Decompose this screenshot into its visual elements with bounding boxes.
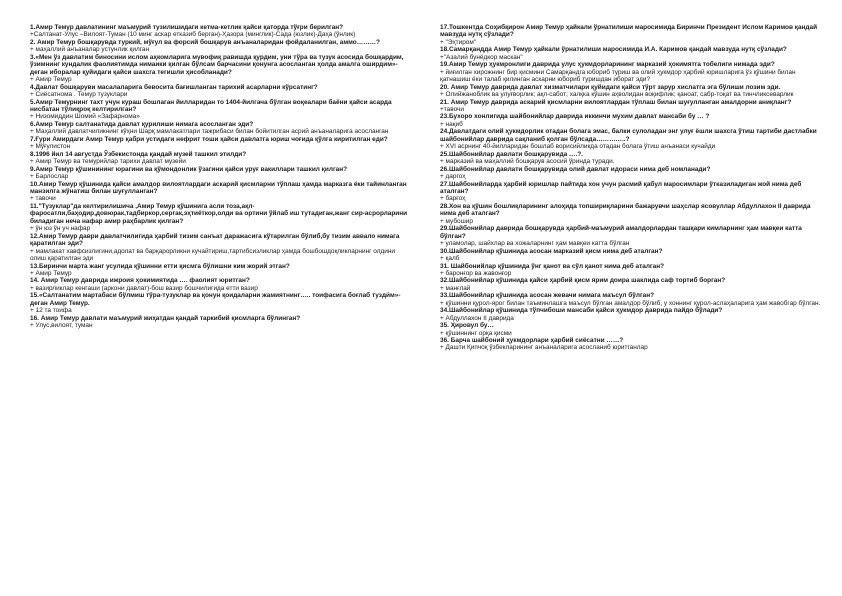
question-text: 14. Амир Темур даврида ижроия ҳокимиятида …. фаолият юритган? [30,277,250,285]
question-text: 1.Амир Темур давлатининг маъмурий тузилишидаги кетма-кетлик қайси қаторда тўғри берилган? [30,24,344,31]
question-text: 35. Ҳировул бу… [440,322,494,330]
question-text: 6.Амир Темур салтанатида давлат қурилиши нимага асосланган эди? [30,120,254,128]
left-column [30,24,412,596]
answer-text: + Амир Темур [30,76,72,84]
answer-text: + вазирликлар кенгаши (аркони давлат)-бош вазир бошчилигида етти вазир [30,284,258,292]
answer-text: + марказий ва маҳаллий бошқарув асосий ўринда туради. [440,158,615,166]
question-text: 19.Амир Темур ҳукмронлиги даврида улус ҳукмдорларининг марказий ҳокимятга тобелиги нимада эди? [440,61,775,69]
question-text: 25.Шайбонийлар давлати бошқарувида ….?. [440,150,583,158]
answer-text: + Сиёсатнома . Темур тузуклари [30,91,128,99]
answer-text: + даргоҳ [440,173,466,181]
answer-text: + барғоҳ [440,195,466,203]
question-text: 27.Шайбонийларда ҳарбий юришлар пайтида хон учун расмий қабул маросимлари ўтказиладиган жой нима деб аталган? [440,180,802,195]
answer-text: + мубошир [440,217,473,225]
question-text: 23.Бухоро хонлигида шайбонийлар даврида иккинчи мухим давлат мансаби бу … ? [440,113,710,121]
answer-text: + маҳаллий анъаналар устунлик қилган [30,46,150,54]
question-text: 24.Давлатдаги олий ҳукмдорлик отадан болага эмас, балки сулоладан энг улуғ ёшли шахсга ўтиш тартиби дастлабки шайбонийлар даврида сақланиб қолган бўлсада…………..? [440,128,817,143]
answer-text: + Абдуллахон II даврида [440,314,514,322]
question-text: 7.Ғури Амирдаги Амир Темур қабри устидаги нефрит тоши қайси давлатга юриш чоғида қўлга киритилган еди? [30,135,388,143]
answer-text: + қалб [440,255,460,263]
question-text: 30.Шайбонийлар қўшинида асосан марказий қисм нима деб аталган? [440,247,663,255]
question-text: 5.Амир Темурнинг тахт учун кураш бошлаган йилларидан то 1404-йилгача бўлган воқеалари баёни қайси асарда нисбатан тўлиқроқ келтирилган? [30,98,392,113]
answer-text: + уламолар, шайхлар ва хожаларнинг ҳам мавқеи катта бўлган [440,240,630,248]
question-text: 13.Биринчи марта жанг усулида қўшинни етти қисмга бўлишни ким жорий этган? [30,262,290,270]
answer-text: + нақиб [440,120,463,128]
question-text: 2. Амир Темур бошқарувда туркий, мўғул ва форсий бошқарув анъаналаридан фойдаланилган, аммо………? [30,38,380,46]
answer-text: + Барлослар [30,173,69,181]
question-text: 34.Шайбонийлар қўшинида тўпчибоши мансаби қайси ҳукмдор даврида пайдо бўлади? [440,307,723,315]
answer-text: +тавочи [440,105,464,113]
question-text: 29.Шайбонийлар даврида бошқарувда ҳарбий-маъмурий амалдорлардан ташқари кимларнинг ҳам мавқеи катта бўлган? [440,225,802,240]
answer-text: +"Азалий бунёдкор маскан" [440,53,523,61]
question-text: 32.Шайбонийлар қўшинида қайси ҳарбий қисм ярим доира шаклида саф тортиб борган? [440,277,726,285]
answer-text: + Маҳаллий давлатчиликнинг кўҳни Шарқ мамлакатлари тажрибаси билан бойитилган асрий анъаналарига асосланган [30,128,389,136]
question-text: 15.«Салтанатим мартабаси бўлмиш тўра-тузуклар ва қонун қоидаларни жамиятнинг….. тоифасига боғлаб тузди́м»- деган Амир Темур. [30,292,401,307]
question-text: 17.Тошкентда Соҳибқирон Амир Темур ҳайкали ўрнатилиши маросимида Биринчи Президент Ислом Каримов қандай мавзуда нутқ сўзлади? [440,24,818,39]
question-text: 26.Шайбонийлар давлати бошқарувида олий давлат идораси нима деб номланади? [440,165,711,173]
answer-text: + Мўғулистон [30,143,71,151]
answer-text: + Дашти Қипчоқ ўзбекларининг анъаналарига асосланиб юритганлар [440,344,648,352]
answer-text: + Низомиддин Шомий «Зафарнома» [30,113,140,121]
question-text: 10.Амир Темур қўшинида қайси амалдор вилоятлардаги аскарий қисмларни тўплаш ҳамда марказга ёки тайинланган манзилга жўнатиш билан шуғулланган? [30,180,407,195]
question-text: 36. Барча шайбоний ҳукмдорлари ҳарбий сиёсатни ……? [440,337,624,345]
question-text: 16. Амир Темур давлати маъмурий жиҳатдан қандай таркибий қисмларга бўлинган? [30,314,301,322]
question-text: 3.«Мен ўз давлатим биносини ислом аҳкомларига мувофиқ равишда қурдим, уни тўра ва тузук асосида бошқардим, ўзимнинг кундалик фаолиятимда нимаики қилган бўлсам барчасини қонунга асосланган ҳолда амалга оширдим»-деган иборалар қуйидаги қайси шахсга тегишли ҳисобланади? [30,53,404,76]
answer-text: + Амир Темур [30,269,72,277]
question-text: 18.Самарқандда Амир Темур ҳайкали ўрнатилиши маросимида И.А. Каримов қандай мавзуда нутқ сўзлади? [440,46,787,54]
question-text: 11."Тузуклар"да келтирилишича ,Амир Темур қўшинига асли тоза,ақл-фаросатли,баҳодир,довюрак,тадбиркор,сергак,эҳтиёткор,олди ва ортини ўйлаб иш тутадиган,жанг сир-асрорларини биладиган неча нафар амир раҳбарлик қилган? [30,202,408,225]
answer-text: + XVI асрнинг 40-йилларидан бошлаб ворисийликда отадан болага ўтиш анъанаси кучайди [440,143,716,151]
question-text: 12.Амир Темур даври давлатчилигида ҳарбий тизим санъат даражасига кўтарилган бўлиб,бу тизим аввало нимага қаратилган эди? [30,232,400,248]
answer-text: + мамлакат хавфсизлигини,адолат ва барқарорликни кучайтириш,тартибсизликлар ҳамда бошбошдоқликларнинг олдини олиш қаратилган эди [30,247,395,263]
answer-text: + Улус,вилоят, туман [30,322,93,330]
answer-text: + Олийжаноблик ва улуғворлик; ақл-сабот; халқка кўшин аҳволидан воқифлик; қаноат, сабр-тоқат ва тинчликсеварлик [440,91,794,99]
question-text: 28.Хон ва қўшин бошлиқларининг алоҳида топшириқларини бажарувчи шаҳслар ясовуллар Абдуллахон II даврида нима деб аталган? [440,202,811,218]
right-column [440,24,822,596]
answer-text: + Амир Темур ва темурийлар тарихи давлат музейи [30,158,186,166]
answer-text: + йиғилган хирожнинг бир қисмини Самарқандга юбориб туриш ва олий ҳукмдор ҳарбий юришларига ўз қўшини билан қатнашиш ёки талаб қилинган аскарни юбориб туришдан иборат эди? [440,68,796,84]
question-text: 20. Амир Темур даврида давлат хизматчилари қуйидаги қайси тўрт зарур хислатга эга бўлиши лозим эди. [440,83,781,91]
answer-text: + қўшинни қурол-ярог билан таъминлашга маъсул бўлган амалдор бўлиб, у хоннинг қурол-аслаҳаларига ҳам жавобгар бўлган. [440,299,821,307]
question-text: 31. Шайбонийлар қўшинида ўнг қанот ва сўл қанот нима деб аталган? [440,262,665,270]
question-text: 33.Шайбонийлар қўшинида асосан жевачи нимага маъсул бўлган? [440,292,655,300]
answer-text: + 12 та тоифа [30,307,72,315]
question-text: 21. Амир Темур даврида аскарий қисмларни вилоятлардан тўплаш билан шуғулланган амалдорни аниқланг? [440,98,792,106]
answer-text: + қўшиннинг орқа қисми [440,329,512,337]
answer-text: + ўн юз ўн уч нафар [30,225,91,233]
question-text: 8.1996 йил 14 августда Ўзбекистонда қандай музей ташкил этилди? [30,150,247,158]
answer-text: + тавочи [30,195,56,203]
answer-text: + барoнғор ва жавонғор [440,269,512,277]
answer-text: + манғлай [440,284,471,292]
question-text: 9.Амир Темур қўшинининг юрагини ва қўмондонлик ўзагини қайси уруғ вакиллари ташкил қилган? [30,165,348,173]
answer-text: + "Эҳтиром" [440,38,477,46]
question-text: 4.Давлат бошқаруви масалаларига бевосита бағишланган тарихий асарларни кўрсатинг? [30,83,318,91]
answer-text: +Салтанат-Улус –Вилоят-Туман (10 минг аскар етказиб берган)-Ҳазора (минглик)-Сада (юзлик)-Даҳа (ўнлик) [30,31,356,39]
